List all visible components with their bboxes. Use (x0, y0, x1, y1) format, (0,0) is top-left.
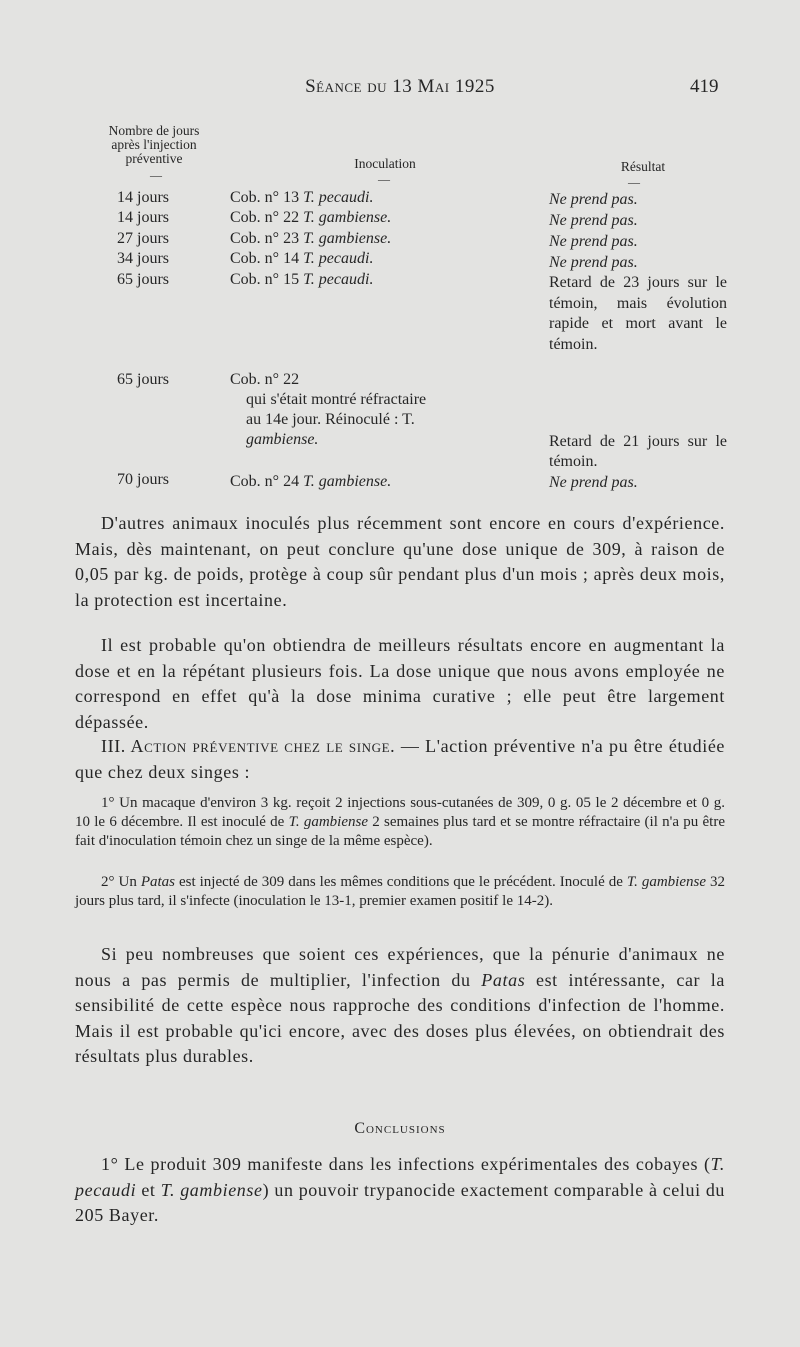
inoc-line: qui s'était montré réfractaire (246, 391, 427, 408)
table-row-result: Ne prend pas. (549, 254, 638, 271)
footnote-paragraph (75, 794, 725, 851)
note-text: est injecté de 309 dans les mêmes conditions que le précédent. Inoculé de (174, 874, 627, 890)
paragraph: D'autres animaux inoculés plus récemment sont encore en cours d'expérience. Mais, dès maintenant, on peut conclure qu'une dose unique de 309, à raison de 0,05 par kg. de poids, protège à coup sûr pendant plus d'un mois ; après deux mois, la protection est incertaine. (75, 513, 725, 610)
inoc-prefix: Cob. n° 24 (230, 473, 304, 490)
inoc-species: T. gambiense. (303, 230, 392, 247)
paragraph-text: est intéressante, car la sensibilité de cette espèce nous rapproche des conditions d'infection de l'homme. Mais il est probable qu'ici encore, avec des doses plus élevées, on obtiendrait des résultats plus durables. (75, 969, 725, 1066)
species-name: T. gambiense (160, 1179, 263, 1200)
table-row-days: 14 jours (117, 209, 169, 226)
inoc-prefix: Cob. n° 15 (230, 271, 304, 288)
inoc-species: T. pecaudi. (303, 271, 374, 288)
inoc-species: T. pecaudi. (303, 189, 374, 206)
table-row-result: Retard de 23 jours sur le témoin, mais évolution rapide et mort avant le témoin. (549, 274, 727, 353)
table-row-result: Ne prend pas. (549, 474, 638, 491)
table-row-result: Retard de 21 jours sur le témoin. (549, 433, 727, 470)
note-text: 2 semaines plus tard et se montre réfractaire (il n'a pu être fait d'inoculation témoin chez un singe de la même espèce). (75, 814, 726, 849)
table-row-inoculation (230, 208, 391, 228)
paragraph (75, 734, 725, 785)
column-header-days (84, 124, 224, 166)
species-name: T. pecaudi (75, 1154, 725, 1200)
table-row-result: Ne prend pas. (549, 212, 638, 229)
column-dash: — (628, 175, 640, 189)
table-row-days: 65 jours (117, 271, 169, 288)
inoc-prefix: Cob. n° 22 (230, 209, 304, 226)
inoc-prefix: Cob. n° 14 (230, 250, 304, 267)
paragraph-text: 1° Le produit 309 manifeste dans les infections expérimentales des cobayes ( (101, 1154, 711, 1174)
inoc-species: T. pecaudi. (303, 250, 374, 267)
note-text: 32 jours plus tard, il s'infecte (inoculation le 13-1, premier examen positif le 14-2). (75, 874, 726, 909)
inoc-prefix: Cob. n° 13 (230, 189, 304, 206)
paragraph-text: ) un pouvoir trypanocide exactement comparable à celui du 205 Bayer. (75, 1179, 726, 1225)
inoc-species: T. gambiense. (303, 473, 392, 490)
table-row-inoculation (230, 270, 373, 290)
note-species: T. gambiense (626, 874, 707, 890)
footnote-paragraph (75, 873, 725, 911)
table-row-days: 27 jours (117, 230, 169, 247)
table-row-result: Ne prend pas. (549, 233, 638, 250)
note-text: 2° Un (101, 874, 141, 890)
table-row-inoculation (230, 229, 391, 249)
page-number: 419 (690, 76, 719, 97)
table-row-result: Ne prend pas. (549, 191, 638, 208)
paragraph-text: — L'action préventive n'a pu être étudiée que chez deux singes : (75, 736, 725, 782)
note-species: Patas (140, 874, 175, 890)
inoc-line: gambiense. (246, 431, 319, 448)
table-row-days: 65 jours (117, 371, 169, 388)
paragraph-text: et (136, 1179, 161, 1200)
section-heading: III. Action préventive chez le singe. (101, 736, 396, 756)
species-name: Patas (481, 969, 526, 990)
col1-header-line: Nombre de jours (108, 123, 200, 138)
col1-header-line: préventive (125, 151, 183, 166)
inoc-line: au 14e jour. Réinoculé : T. (246, 411, 415, 428)
running-header: Séance du 13 Mai 1925 (305, 76, 495, 97)
col1-header-line: après l'injection (111, 137, 197, 152)
inoc-line: Cob. n° 22 (230, 371, 300, 388)
table-row-days: 70 jours (117, 471, 169, 488)
table-row-inoculation (230, 472, 391, 492)
paragraph: Il est probable qu'on obtiendra de meilleurs résultats encore en augmentant la dose et en la répétant plusieurs fois. La dose unique que nous avons employée ne correspond en effet qu'à la dose minima curative ; elle peut être largement dépassée. (75, 635, 725, 732)
paragraph (75, 1152, 725, 1229)
table-row-days: 14 jours (117, 189, 169, 206)
inoc-prefix: Cob. n° 23 (230, 230, 304, 247)
paragraph-text: Si peu nombreuses que soient ces expériences, que la pénurie d'animaux ne nous a pas permis de multiplier, l'infection du (75, 944, 725, 990)
paragraph (75, 942, 725, 1070)
column-header-result: Résultat (620, 159, 666, 174)
column-header-inoculation: Inoculation (354, 156, 416, 171)
table-row-inoculation (230, 249, 373, 269)
note-text: 1° Un macaque d'environ 3 kg. reçoit 2 injections sous-cutanées de 309, 0 g. 05 le 2 décembre et 0 g. 10 le 6 décembre. Il est inoculé de (75, 795, 725, 830)
table-row-inoculation (230, 188, 373, 208)
column-dash: — (150, 168, 162, 182)
note-species: T. gambiense (288, 814, 368, 830)
table-row-inoculation (230, 370, 520, 450)
table-row-days: 34 jours (117, 250, 169, 267)
inoc-species: T. gambiense. (303, 209, 392, 226)
conclusions-heading: Conclusions (354, 1120, 446, 1137)
column-dash: — (378, 172, 390, 186)
